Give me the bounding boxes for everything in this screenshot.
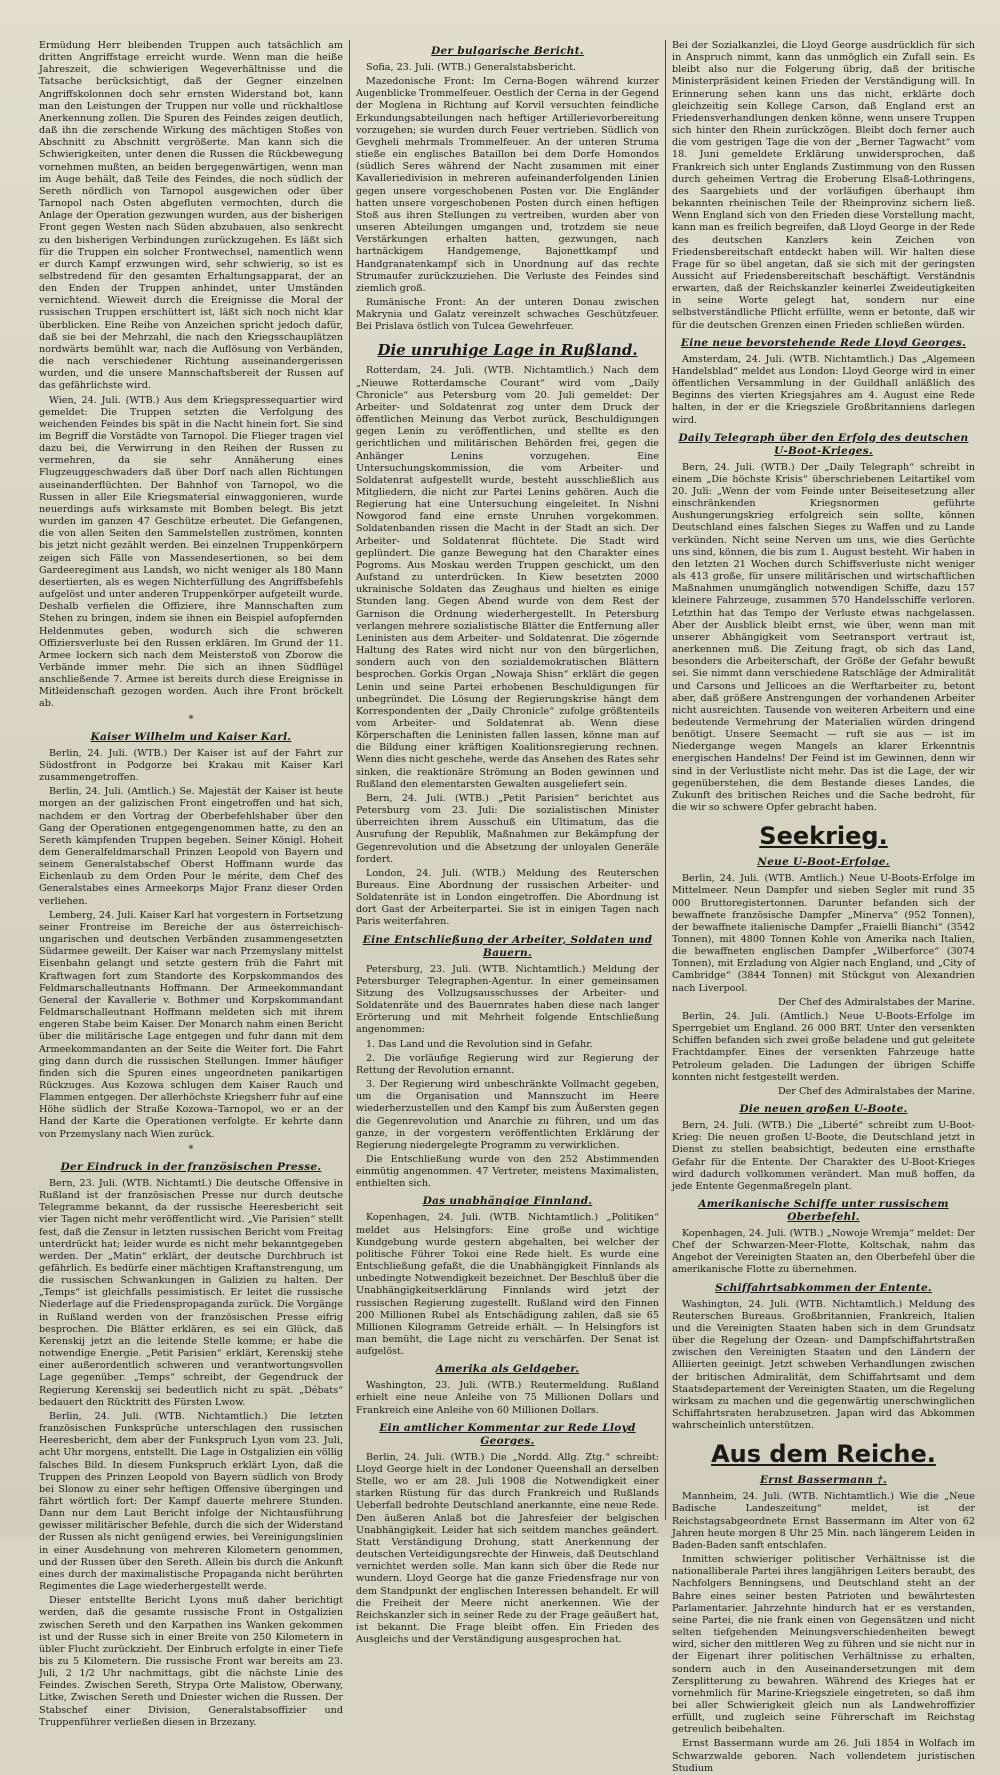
signature-line: Der Chef des Admiralstabes der Marine. — [777, 1085, 975, 1097]
signature-line: Der Chef des Admiralstabes der Marine. — [777, 996, 975, 1008]
article-paragraph: Wien, 24. Juli. (WTB.) Aus dem Kriegspressequartier wird gemeldet: Die Truppen setzten die Verfolgung des weichenden Feindes bis spät in die Nacht hinein fort. Sie sind im Begriff die Vorstädte von Tarnopol. Die Flieger tragen viel dazu bei, die Verwirrung in den Reihen der Russen zu vermehren, da sie sehr Annäherung eines Flugzeuggeschwaders daß über Dorf nach allen Richtungen auseinanderflüchten. Der Bahnhof von Tarnopol, wo die Russen in aller Eile Kriegsmaterial einwaggonieren, wurde neuerdings aufs wirksamste mit Bomben belegt. Bis jetzt wurden im ganzen 47 Geschütze erbeutet. Die Gefangenen, die von allen Seiten den Sammelstellen zuströmen, konnten bis jetzt nicht gezählt werden. Bei einzelnen Truppenkörpern zeigen sich Fälle von Massendesertionen, so bei dem Gardeeregiment aus Landsh, wo nicht weniger als 180 Mann desertierten, als es wegen Nichterfüllung des Angriffsbefehls aufgelöst und unter anderen Truppenkörper aufgeteilt wurde. Deshalb verfielen die Offiziere, ihre Mannschaften zum Stehen zu bringen, indem sie ihnen ein Beispiel aufopfernden Heldenmutes geben, wodurch sich die schweren Offiziersverluste bei den Russen erklären. Im Grund der 11. Armee lockern sich nach dem Meisterstoß von Zborow die Verbände immer mehr. Die sich an ihnen Südflügel anschließende 7. Armee ist bereits durch diese Ereignisse in Mitleidenschaft gezogen worden. Auch ihre Front bröckelt ab. — [39, 394, 343, 710]
separator-star: * — [188, 713, 194, 725]
article-paragraph: Berlin, 24. Juli. (WTB.) Die „Nordd. Allg. Ztg.“ schreibt: Lloyd George hielt in der Londoner Queenshall an derselben Stelle, wo er am 28. Juli 1908 die Notwendigkeit einer starken Rüstung für das durch Frankreich und Rußlands Ueberfall bedrohte Deutschland anerkannte, eine neue Rede. Den äußeren Anlaß bot die Jahresfeier der belgischen Unabhängigkeit. Leider hat sich seitdem manches geändert. Statt Verständigung Drohung, statt Anerkennung der deutschen Verteidigungsrechte der Hinweis, daß Deutschland vernichtet werden solle. Man kann sich über die Rede nur wundern. Lloyd George hat die ganze Friedensfrage nur von dem Standpunkt der englischen Interessen behandelt. Er will die Freiheit der Meere nicht anerkennen. Wie der Reichskanzler sich in seiner Rede zu der Frage geäußert hat, ist bekannt. Die Frage bleibt offen. Ein Frieden des Ausgleichs und der Verständigung ausgesprochen hat. — [356, 1451, 659, 1646]
article-paragraph: Rotterdam, 24. Juli. (WTB. Nichtamtlich.) Nach dem „Nieuwe Rotterdamsche Courant“ wird vom „Daily Chronicle“ aus Petersburg vom 20. Juli gemeldet: Der Arbeiter- und Soldatenrat zog unter dem Druck der öffentlichen Meinung das Verbot zurück, Beschuldigungen gegen Lenin zu veröffentlichen, und stellte es den gerichtlichen und militärischen Behörden frei, gegen die Anhänger Lenins vorzugehen. Eine Untersuchungskommission, die vom Arbeiter- und Soldatenrat aufgestellt wurde, besteht ausschließlich aus Mitgliedern, die nicht zur Partei Lenins gehören. Auch die Regierung hat eine Untersuchung eingeleitet. In Nishni Nowgorod fand eine ernste Unruhen vorgekommen. Soldatenbanden rissen die Macht in der Stadt an sich. Der Arbeiter- und Soldatenrat flüchtete. Die Stadt wird geplündert. Die ganze Bewegung hat den Charakter eines Pogroms. Aus Moskau werden Truppen geschickt, um den Aufstand zu unterdrücken. In Kiew besetzten 2000 ukrainische Soldaten das Zeughaus und hielten es einige Stunden lang. Gegen Abend wurde von dem Rest der Garnison die Ordnung wiederhergestellt. In Petersburg verlangen mehrere sozialistische Blätter die Entfernung aller Leninisten aus dem Arbeiter- und Soldatenrat. Die zögernde Haltung des Rates wird nicht nur von den bürgerlichen, sondern auch von den sozialdemokratischen Blättern besprochen. Gorkis Organ „Nowaja Shisn“ erklärt die gegen Lenin und seine Partei erhobenen Beschuldigungen für unbegründet. Die Lösung der Regierungskrise hängt dem Korrespondenten der „Daily Chronicle“ zufolge größtenteils vom Arbeiter- und Soldatenrat ab. Wenn diese Körperschaften die Leninisten fallen lassen, könne man auf die Bildung einer kräftigen Koalitionsregierung rechnen. Wenn dies nicht geschehe, werde das Ansehen des Rates sehr sinken, die reaktionäre Strömung an Boden gewinnen und Rußland den elementarsten Gewalten ausgeliefert sein. — [356, 365, 659, 790]
article-paragraph: Bern, 24. Juli. (WTB.) „Petit Parisien“ berichtet aus Petersburg vom 23. Juli: Die sozialistischen Minister überreichten ihrem Ausschuß ein Ultimatum, das die Ausrufung der Republik, Maßnahmen zur Bekämpfung der Gegenrevolution und die Absetzung der unloyalen Generäle fordert. — [356, 792, 659, 865]
headline-finnland: Das unabhängige Finnland. — [422, 1195, 593, 1208]
column-1 — [33, 40, 349, 1728]
article-paragraph: Ernst Bassermann wurde am 26. Juli 1854 in Wolfach im Schwarzwalde geboren. Nach vollendetem juristischen Studium — [672, 1738, 975, 1774]
article-paragraph: London, 24. Juli. (WTB.) Meldung des Reuterschen Bureaus. Eine Abordnung der russischen Arbeiter- und Soldatenräte ist in London eingetroffen. Die Abordnung ist dort Gast der Arbeiterpartei. Sie ist in einigen Tagen nach Paris weiterfahren. — [356, 867, 659, 928]
article-paragraph: Rumänische Front: An der unteren Donau zwischen Makrynia und Galatz vereinzelt schwaches Geschützfeuer. Bei Prislava östlich von Tulcea Gewehrfeuer. — [356, 296, 659, 333]
resolution-point: 2. Die vorläufige Regierung wird zur Regierung der Rettung der Revolution ernannt. — [356, 1052, 659, 1076]
article-paragraph: Berlin, 24. Juli. (Amtlich.) Neue U-Boots-Erfolge im Sperrgebiet um England. 26 000 BRT. Unter den versenkten Schiffen befanden sich zwei große beladene und gut geleitete Frachtdampfer. Eines der versenkten Fahrzeuge hatte Petroleum geladen. Die Ladungen der übrigen Schiffe konnten nicht festgestellt werden. — [672, 1010, 975, 1083]
article-paragraph: Berlin, 24. Juli. (Amtlich.) Se. Majestät der Kaiser ist heute morgen an der galizischen Front eingetroffen und hat sich, nachdem er den Vortrag der Oberbefehlshaber über den Gang der Operationen entgegengenommen hatte, zu den an Sereth kämpfenden Truppen begeben. Seiner Königl. Hoheit dem Generalfeldmarschall Prinzen Leopold von Bayern und seinem Generalstabschef Oberst Hoffmann wurde das Eichenlaub zu dem Orden Pour le mérite, dem Chef des Generalstabes eines Armeekorps Major Franz dieser Orden verliehen. — [39, 786, 343, 907]
resolution-point: 3. Der Regierung wird unbeschränkte Vollmacht gegeben, um die Organisation und Mannszucht im Heere wiederherzustellen und den Kampf bis zum Äußersten gegen die Gegenrevolution und Anarchie zu führen, und um das ganze, in der vorgestern veröffentlichten Erklärung der Regierung niedergelegte Programm zu verwirklichen. — [356, 1079, 659, 1151]
column-3 — [665, 40, 981, 1774]
headline-neue-u-boot-erfolge: Neue U-Boot-Erfolge. — [757, 856, 890, 869]
article-paragraph: Ermüdung Herr bleibenden Truppen auch tatsächlich am dritten Angriffstage erreicht wurde. Wenn man die heiße Jahreszeit, die schwierigen Wegeverhältnisse und die Tatsache berücksichtigt, daß der Gegner einzelnen Angriffskolonnen doch sehr ernsten Widerstand bot, kann man den Leistungen der Truppen nur volle und rückhaltlose Anerkennung zollen. Die Spuren des Feindes zeigen deutlich, daß ihn die zerschende Wirkung des mächtigen Stoßes von Abschnitt zu Abschnitt vergrößerte. Man kann sich die Schwierigkeiten, unter denen die Russen die Rückbewegung vornehmen mußten, an beiden bergegenwärtigen, wenn man im Auge behält, daß Teile des Feindes, die noch südlich der Sereth nördlich von Tarnopol ausgewichen oder über Tarnopol nach Osten abgefluten vermochten, durch die Anlage der Operation gezwungen wurden, aus der bisherigen Front gegen Westen nach Süden abzubauen, also senkrecht zu den bisherigen Verbindungen zurückzugehen. Es läßt sich für die Truppen ein solcher Frontwechsel, namentlich wenn er durch Kampf erzwungen wird, sehr schwierig, so ist es selbstredend für den gesamten Erhaltungsapparat, der an den Enden der Truppen anhindet, unter Umständen vernichtend. Wieweit durch die Ereignisse die Moral der russischen Truppen erschüttert ist, läßt sich noch nicht klar überblicken. Eine Reihe von Anzeichen spricht jedoch dafür, daß sie bei der Mehrzahl, die nach den Kriegsschauplätzen nordwärts bemühlt war, nach die Auflösung von Verbänden, die nach verschiedener Richtung auseinandergerissen wurden, und die unsere Mannschaftsbereit der Russen auf das gefährlichste wird. — [39, 40, 343, 392]
resolution-point: 1. Das Land und die Revolution sind in Gefahr. — [366, 1038, 593, 1050]
article-paragraph: Lemberg, 24. Juli. Kaiser Karl hat vorgestern in Fortsetzung seiner Frontreise im Bereiche der aus österreichisch-ungarischen und deutschen Verbänden zusammengesetzten Südarmee geweilt. Der Kaiser war nach Przemyslany mittelst Eisenbahn gelangt und setzte gestern früh die Fahrt mit Kraftwagen fort zum Standorte des Korpskommandos des Feldmarschalleutnants Hoffmann. Der Armeekommandant General der Kavallerie v. Bothmer und Korpskommandant Feldmarschalleutnant Hoffmann meldeten sich mit ihrem engeren Stabe beim Kaiser. Der Monarch nahm einen Bericht über die militärische Lage entgegen und fuhr dann mit dem Armeekommandanten an der Seite die Weiter fort. Die Fahrt ging dann durch die russischen Stellungen. Immer häufiger finden sich die Spuren eines ungeordneten panikartigen Rückzuges. Aus Kozowa schlugen dem Kaiser Rauch und Flammen entgegen. Der allerhöchste Kriegsherr fuhr auf eine Höhe südlich der Straße Kozowa–Tarnopol, wo er an der Hand der Karte die Operationen verfolgte. Er kehrte dann von Przemyslany nach Wien zurück. — [39, 909, 343, 1140]
article-paragraph: Amsterdam, 24. Juli. (WTB. Nichtamtlich.) Das „Algemeen Handelsblad“ meldet aus London: Lloyd George wird in einer öffentlichen Versammlung in der Guildhall anläßlich des Beginns des vierten Kriegsjahres am 4. August eine Rede halten, in der er die Kriegsziele Großbritanniens darlegen wird. — [672, 353, 975, 426]
article-paragraph: Mannheim, 24. Juli. (WTB. Nichtamtlich.) Wie die „Neue Badische Landeszeitung“ meldet, ist der Reichstagsabgeordnete Ernst Bassermann im Alter von 62 Jahren heute morgen 8 Uhr 25 Min. nach längerem Leiden in Baden-Baden sanft entschlafen. — [672, 1491, 975, 1551]
headline-unruhige-lage-russland: Die unruhige Lage in Rußland. — [377, 341, 638, 360]
headline-daily-telegraph: Daily Telegraph über den Erfolg des deutschen U-Boot-Krieges. — [678, 431, 969, 457]
article-paragraph: Washington, 23. Juli. (WTB.) Reutermeldung. Rußland erhielt eine neue Anleihe von 75 Millionen Dollars und Frankreich eine Anleihe von 60 Millionen Dollars. — [356, 1380, 659, 1416]
article-paragraph: Washington, 24. Juli. (WTB. Nichtamtlich.) Meldung des Reuterschen Bureaus. Großbritannien, Frankreich, Italien und die Vereinigten Staaten haben sich in dem Grundsatz über die Regelung der Ozean- und Dampfschiffahrtstraßen zwischen den Vereinigten Staaten und den Ländern der Alliierten geeinigt. Jetzt schweben Verhandlungen zwischen der britischen Admiralität, dem Schiffahrtsamt und dem Staatsdepartement der Vereinigten Staaten, um die Regelung wirksam zu machen und die gegenwärtig unerschwinglichen Schiffahrtsraten herabzusetzen. Japan wird das Abkommen wahrscheinlich unterstützen. — [672, 1298, 975, 1432]
article-paragraph: Mazedonische Front: Im Cerna-Bogen während kurzer Augenblicke Trommelfeuer. Oestlich der Cerna in der Gegend der Moglena in Richtung auf Korvil versuchten feindliche Erkundungsabteilungen nach heftiger Artillerievorbereitung vorzugehen; sie wurden durch Feuer vertrieben. Südlich von Gevgheli mehrmals Trommelfeuer. An der unteren Struma stieße ein englisches Bataillon bei dem Dorfe Homondos (südlich Seres während der Nacht zusammen mit einer Kavalleriedivision in mehreren aufeinanderfolgenden Linien gegen unsere vorgeschobenen Posten vor. Die Engländer hatten unsere vorgeschobenen Posten durch einen heftigen Stoß aus ihren Stellungen zu vertreiben, wurden aber von unseren Abteilungen umgangen und, trotzdem sie neue Verstärkungen erhalten hatten, gezwungen, nach hartnäckigem Handgemenge, Bajonettkampf und Handgranatenkampf sich in Unordnung auf das rechte Strumaufer zurückzuziehen. Die Verluste des Feindes sind ziemlich groß. — [356, 76, 659, 294]
headline-amerikanische-schiffe: Amerikanische Schiffe unter russischem Oberbefehl. — [698, 1197, 949, 1223]
article-paragraph: Petersburg, 23. Juli. (WTB. Nichtamtlich.) Meldung der Petersburger Telegraphen-Agentur. In einer gemeinsamen Sitzung des Vollzugsausschusses der Arbeiter- und Soldatenräte und des Bauernrates haben diese nach langer Erörterung und mit Mehrheit folgende Entschließung angenommen: — [356, 963, 659, 1036]
headline-amerika-geldgeber: Amerika als Geldgeber. — [435, 1363, 580, 1376]
headline-schiffahrtsabkommen: Schiffahrtsabkommen der Entente. — [715, 1281, 932, 1294]
article-paragraph: Kopenhagen, 24. Juli. (WTB. Nichtamtlich.) „Politiken“ meldet aus Helsingfors: Eine große und wichtige Kundgebung wurde gestern abgehalten, bei welcher der politische Führer Tokoi eine Rede hielt. Es wurde eine Entschließung gefaßt, die die Unabhängigkeit Finnlands als unbedingte Notwendigkeit bezeichnet. Der Beschluß über die Unabhängigkeitserklärung Finnlands wird jetzt der russischen Regierung zugestellt. Rußland wird den Finnen 200 Millionen Rubel als Entschädigung zahlen, daß sie 65 Millionen Kilogramm Getreide erhält. — In Helsingfors ist man bemüht, die Lage nicht zu verschärfen. Der Senat ist aufgelöst. — [356, 1212, 659, 1358]
column-2 — [349, 40, 665, 1646]
article-paragraph: Die Entschließung wurde von den 252 Abstimmenden einmütig angenommen. 47 Vertreter, meistens Maximalisten, enthielten sich. — [356, 1153, 659, 1190]
article-paragraph: Berlin, 24. Juli. (WTB. Amtlich.) Neue U-Boots-Erfolge im Mittelmeer. Neun Dampfer und sieben Segler mit rund 35 000 Bruttoregistertonnen. Darunter befanden sich der bewaffnete französische Dampfer „Minerva“ (952 Tonnen), der bewaffnete italienische Dampfer „Fraielli Bianchi“ (3542 Tonnen), mit 4800 Tonnen Kohle von Amerika nach Italien, die bewaffneten englischen Dampfer „Wilberforce“ (3074 Tonnen), mit Erzladung von Algier nach England, und „City of Cambridge“ (3844 Tonnen) mit Stückgut von Alexandrien nach Liverpool. — [672, 873, 975, 994]
section-title-seekrieg: Seekrieg. — [759, 822, 888, 851]
article-paragraph: Sofia, 23. Juli. (WTB.) Generalstabsbericht. — [366, 62, 577, 73]
headline-kommentar-lloyd-george: Ein amtlicher Kommentar zur Rede Lloyd Georges. — [379, 1421, 636, 1447]
headline-neue-rede-lloyd-george: Eine neue bevorstehende Rede Lloyd Georges. — [680, 336, 967, 349]
article-paragraph: Bern, 24. Juli. (WTB.) Der „Daily Telegraph“ schreibt in einem „Die höchste Krisis“ überschriebenen Leitartikel vom 20. Juli: „Wenn der vom Feinde unter Beiseitesetzung aller einschränkenden Kriegsnormen geführte Aushungerungskrieg erfolgreich sein sollte, können Deutschland eines falschen Sieges zu Waffen und zu Lande verkünden. Nicht seine Nerven um uns, wie dies Gerüchte uns sind, können, die bis zum 1. August besteht. Wir haben in den letzten 21 Wochen durch Schiffsverluste nicht weniger als 413 große, für unsere militärischen und wirtschaftlichen Maßnahmen unumgänglich notwendigen Schiffe, dazu 157 kleinere Fahrzeuge, zusammen 570 Handelsschiffe verloren. Letzthin hat das Tempo der Verluste etwas nachgelassen. Aber der Ausblick bleibt ernst, wie über, wenn man mit unserer Abhängigkeit vom Seetransport vertraut ist, anerkennen muß. Die Zeitung fragt, ob sich das Land, besonders die Arbeiterschaft, der Größe der Gefahr bewußt sei. Sie nimmt dann verschiedene Ratschläge der Admiralität und Carsons und Jellicoes an die Werftarbeiter zu, betont aber, daß größere Anstrengungen der vorhandenen Arbeiter nicht ausreichten. Tausende von weiteren Arbeitern und eine bedeutende Vermehrung der Materialien würden dringend benötigt. Unsere Seemacht — ruft sie aus — ist im Niedergange wegen Mangels an klarer Erkenntnis energischen Handelns! Der Feind ist im Gewinnen, denn wir sind in der Verlustliste nicht mehr. Das ist die Lage, der wir gegenüberstehen, die dem Bestande dieses Landes, die Zukunft des britischen Reiches und die Sache bedroht, für die wir so schwere Opfer gebracht haben. — [672, 461, 975, 814]
article-paragraph: Bern, 24. Juli. (WTB.) Die „Liberté“ schreibt zum U-Boot-Krieg: Die neuen großen U-Boote, die Deutschland jetzt in Dienst zu stellen beabsichtigt, bedeuten eine ernsthafte Gefahr für die Entente. Der Charakter des U-Boot-Krieges wird dadurch vollkommen verändert. Man muß hoffen, da jede Entente Gegenmaßregeln plant. — [672, 1120, 975, 1192]
separator-star: * — [188, 1143, 194, 1155]
article-paragraph: Berlin, 24. Juli. (WTB. Nichtamtlich.) Die letzten französischen Funksprüche unterschlagen den russischen Heeresbericht, dem aber der Funkspruch Lyon vom 23. Juli, acht Uhr morgens, entstellt. Die Lage in Ostgalizien ein völlig falsches Bild. In diesem Funkspruch erklärt Lyon, daß die Truppen des Prinzen Leopold von Bayern südlich von Brody bei Slonow zu einer sehr heftigen Offensive übergingen und fährt wörtlich fort: Der Kampf dauerte mehrere Stunden. Dann nur dem Laut Bericht infolge der Nichtausführung gewisser militärischer Befehle, durch die sich der Widerstand der Russen als nicht genügend erwies, bei Vereinigungslinien in einer Ausdehnung von mehreren Kilometern genommen, und der Russen über den Sereth. Allein bis durch die Ankunft eines durch der maximalistische Propaganda nicht berührten Regimentes die Lage wiederhergestellt werde. — [39, 1410, 343, 1593]
headline-neue-grosse-u-boote: Die neuen großen U-Boote. — [739, 1103, 908, 1116]
article-paragraph: Dieser entstellte Bericht Lyons muß daher berichtigt werden, daß die gesamte russische Front in Ostgalizien zwischen Sereth und den Karpathen ins Wanken gekommen ist und der Russe sich in einer Breite von 250 Kilometern in übler Flucht zurückzieht. Der Einbruch erfolgte in einer Tiefe bis zu 5 Kilometern. Die russische Front war bereits am 23. Juli, 2 1/2 Uhr nachmittags, gibt die nächste Linie des Feindes. Zwischen Sereth, Strypa Orte Malistow, Oberwany, Litke, Zwischen Sereth und Dniester wichen die Russen. Der Stabschef einer Division, Generalstabsoffizier und Truppenführer verließen diesen in Brzezany. — [39, 1595, 343, 1728]
article-paragraph: Bei der Sozialkanzlei, die Lloyd George ausdrücklich für sich in Anspruch nimmt, kann das unmöglich ein Zufall sein. Es bleibt also nur die Folgerung übrig, daß der britische Ministerpräsident keinen Frieden der Verständigung will. In Erinnerung sehen kann uns das nicht, erklärte doch gleichzeitig sein Kollege Carson, daß England erst an Friedensverhandlungen denken könne, wenn unsere Truppen sich hinter den Rhein zurückzögen. Bleibt doch ferner auch die vom gestrigen Tage die von der „Berner Tagwacht“ vom 18. Juni gemeldete Erklärung unwidersprochen, daß Frankreich sich unter Englands Zustimmung von den Russen durch geheimen Vertrag die Eroberung Elsaß-Lothringens, des Saargebiets und der vorläufigen überhaupt ihm bekannten rheinischen Teile der Rheinprovinz sichern ließ. Wenn England sich von den Frieden diese Vorstellung macht, kann man es freilich begreifen, daß Lloyd George in der Rede des deutschen Kanzlers kein Zeichen von Friedensbereitschaft entdeckt haben will. Wir halten diese Frage für so übel angetan, daß sie sich mit der geringsten Aussicht auf Friedensbereitschaft beschäftigt. Verständnis erwarten, daß der Reichskanzler keinerlei Zweideutigkeiten in seine Worte gelegt hat, sondern nur eine selbstverständliche Pflicht erfüllte, wenn er betonte, daß wir für die deutschen Grenzen einen Frieden schließen würden. — [672, 40, 975, 331]
headline-franzoesische-presse: Der Eindruck in der französischen Presse. — [60, 1160, 322, 1173]
headline-entschliessung: Eine Entschließung der Arbeiter, Soldaten und Bauern. — [362, 933, 653, 959]
headline-ernst-bassermann: Ernst Bassermann †. — [760, 1474, 887, 1487]
section-title-aus-dem-reiche: Aus dem Reiche. — [711, 1440, 936, 1469]
headline-bulgarischer-bericht: Der bulgarische Bericht. — [431, 45, 584, 57]
headline-kaiser-wilhelm-kaiser-karl: Kaiser Wilhelm und Kaiser Karl. — [90, 730, 292, 743]
article-paragraph: Kopenhagen, 24. Juli. (WTB.) „Nowoje Wremja“ meldet: Der Chef der Schwarzen-Meer-Flotte, Koltschak, nahm das Angebot der Vereinigten Staaten an, den Oberbefehl über die amerikanische Flotte zu übernehmen. — [672, 1227, 975, 1276]
article-paragraph: Berlin, 24. Juli. (WTB.) Der Kaiser ist auf der Fahrt zur Südostfront in Podgorze bei Krakau mit Kaiser Karl zusammengetroffen. — [39, 747, 343, 784]
article-paragraph: Bern, 23. Juli. (WTB. Nichtamtl.) Die deutsche Offensive in Rußland ist der französischen Presse nur durch deutsche Telegramme bekannt, da der russische Heeresbericht seit vier Tagen nicht mehr veröffentlicht wird. „Vie Parisien“ stellt fest, daß die Zensur in letzten russischen Bericht vom Freitag unterdrückt hat; leider wurde es nicht mehr bekanntgegeben werden. Der „Matin“ erklärt, der deutsche Durchbruch ist gefährlich. Es bedürfe einer mächtigen Kraftanstrengung, um die russischen Schwankungen in Galizien zu halten. Der „Temps“ ist gleichfalls pessimistisch. Er leitet die russische Niederlage auf die Friedenspropaganda zurück. Die Vorgänge in Rußland werden von der französischen Presse eifrig besprochen. Die Blätter erklären, es sei ein Glück, daß Kerenskij jetzt an die leitende Stelle komme; er habe die notwendige Energie. „Petit Parisien“ erklärt, Kerenskij stehe einer außerordentlich schweren und verantwortungsvollen Lage gegenüber. „Temps“ schreibt, der Gegendruck der Regierung Kerenskij sei bedeutlich nicht zu spät. „Débats“ bedauert den Rücktritt des Fürsten Lwow. — [39, 1177, 343, 1408]
article-paragraph: Inmitten schwieriger politischer Verhältnisse ist die nationalliberale Partei ihres langjährigen Leiters beraubt, des Nachfolgers Benningsens, und Deutschland steht an der Bahre eines seiner besten Patrioten und bewährtesten Parlamentarier. Jahrzehnte hindurch hat er es verstanden, seine Partei, die nie frank einen von Gegensätzen und nicht selten tiefgehenden Meinungsverschiedenheiten bewegt wird, sicher den mittleren Weg zu führen und sie nicht nur in der Eigenart ihrer politischen Verhältnisse zu erhalten, sondern auch in den Auseinandersetzungen mit dem Zersplitterung zu bewahren. Während des Krieges hat er vornehmlich für Marine-Kriegsziele eingetreten, so daß ihm bei aller Schwierigkeit gleich nun als Landwehroffizier erfüllt, und zugleich seine Führerschaft im Reichstag getreulich beibehalten. — [672, 1554, 975, 1736]
